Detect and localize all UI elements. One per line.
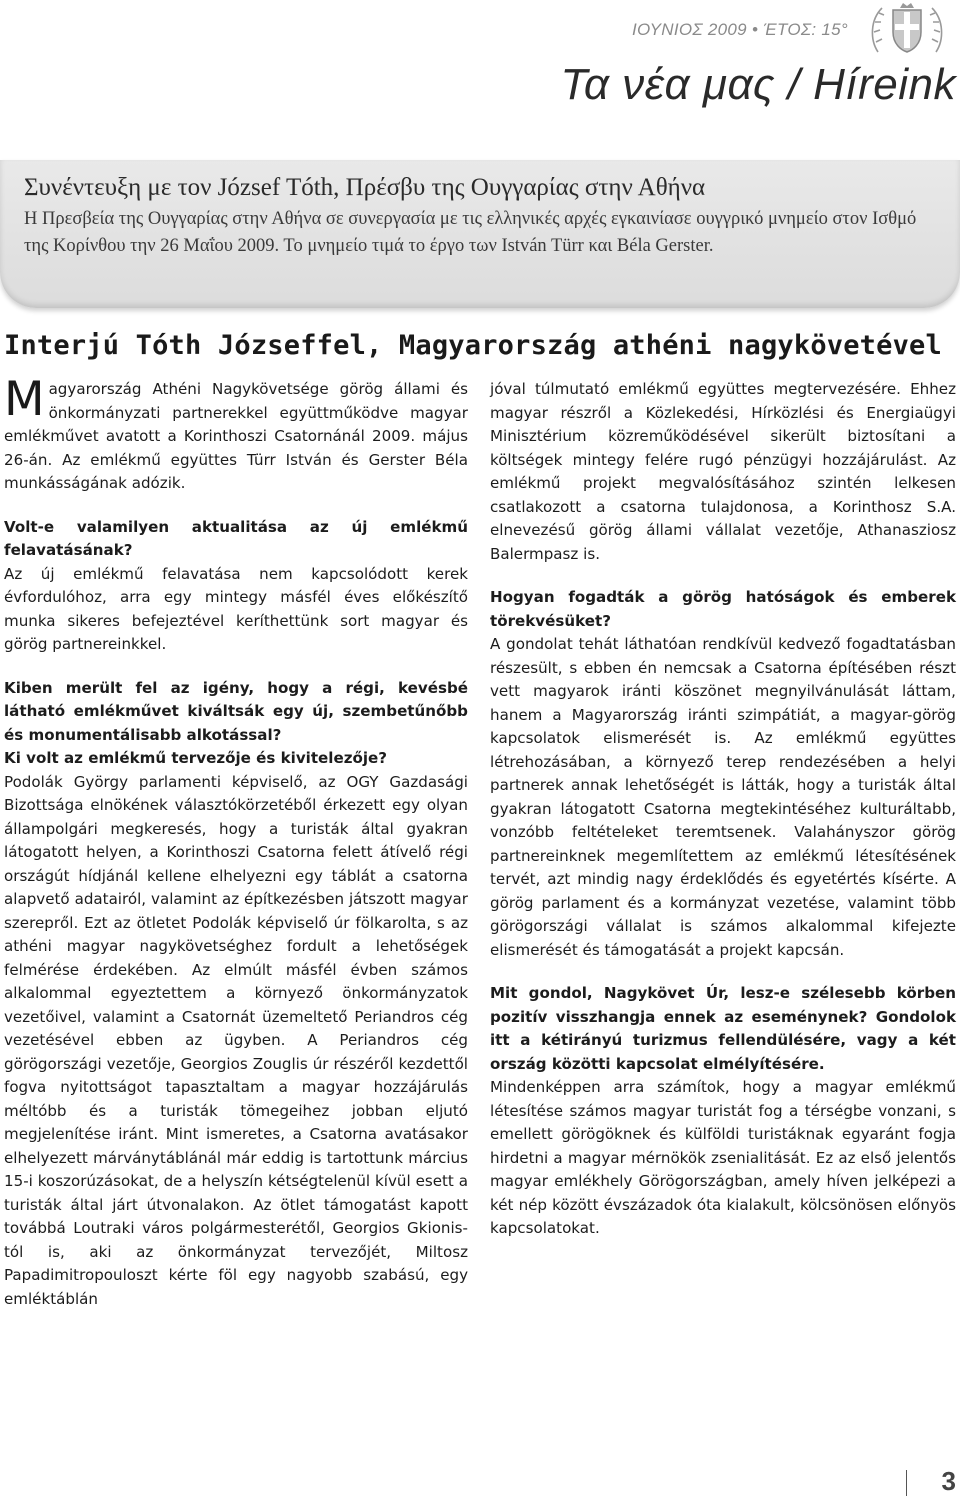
page-number: 3 (941, 1466, 956, 1496)
page-number-divider (906, 1470, 907, 1496)
question-2a: Kiben merült fel az igény, hogy a régi, kevésbé látható emlékművet kiváltsák egy új, szembetűnőbb és monumentálisabb alkotással? (4, 678, 468, 744)
greek-summary-title: Συνέντευξη με τον József Tóth, Πρέσβυ της Ουγγαρίας στην Αθήνα (24, 174, 706, 201)
article-title: Interjú Tóth Józseffel, Magyarország athéni nagykövetével (4, 330, 942, 361)
answer-3: A gondolat tehát láthatóan rendkívül kedvező fogadtatásban részesült, s ebben én nemcsak a Csatorna építésében részt vett magyarok iránti köszönet megnyilvánulását láttam, hanem a Magyarország iránti szimpátiát, a magyar-görög kapcsolatok elismerését is. Az emlékmű együttes létrehozásában, a környező terep rendezésében a helyi partnerek annak lehetőségét is látták, hogy a turisták által gyakran látogatott Csatorna megtekintéséhez kulturáltabb, vonzóbb feltételeket teremtsenek. Valahányszor görög partnereinknek megemlítettem az emlékmű létesítésének tervét, azt mindig nagy érdeklődés és egyetértés kísérte. A görög parlament és a kormányzat vezetése, valamint több görögországi vállalat is számos alkalommal kifejezte elismerését és támogatását a projekt kapcsán. (490, 635, 956, 959)
question-4: Mit gondol, Nagykövet Úr, lesz-e szélesebb körben pozitív visszhangja ennek az eseménynek? Gondolok itt a kétirányú turizmus fellendülésére, vagy a két ország közötti kapcsolat elmélyítésére. (490, 984, 956, 1073)
intro-text: agyarország Athéni Nagykövetsége görög állami és önkormányzati partnerekkel együttműködve magyar emlékművet avatott a Korinthoszi Csatornánál 2009. május 26-án. Az emlékmű együttes Türr István és Gerster Béla munkásságának adózik. (4, 380, 468, 492)
article-column-right (490, 378, 956, 1241)
answer-1: Az új emlékmű felavatása nem kapcsolódott kerek évfordulóhoz, arra egy mintegy másfél éves előkészítő munka sikeres befejeztével keríthettünk sort magyar és görög partnereinkkel. (4, 564, 468, 653)
answer-2-continued: jóval túlmutató emlékmű együttes megtervezésére. Ehhez magyar részről a Közlekedési, Hírközlési és Energiaügyi Minisztérium közreműködésével sikerült biztosítani a költségek mintegy felére rugó pénzügyi hozzájárulást. Az emlékmű projekt megvalósításához szintén lelkesen csatlakozott a csatorna tulajdonosa, a Korinthosz S.A. elnevezésű görög állami vállalat vezetője, Athanasziosz Balermpasz is. (490, 380, 956, 563)
answer-2: Podolák György parlamenti képviselő, az OGY Gazdasági Bizottsága elnökének választókörzetéből érkezett egy olyan állampolgári megkeresés, hogy a turisták által gyakran látogatott helyen, a Korinthoszi Csatorna felett átívelő régi országút hídjánál kellene elhelyezni egy táblát a csatorna alapvető adatairól, valamint az építkezésben játszott magyar szerepről. Ezt az ötletet Podolák képviselő úr fölkarolta, s az athéni magyar nagykövetséghez fordult a lehetőségek felmérése érdekében. Az elmúlt másfél évben számos alkalommal egyeztettem a környező önkormányzatok vezetőivel, valamint a Csatornát üzemeltető Periandros cég vezetésével ebben az ügyben. A Periandros cég görögországi vezetője, Georgios Zouglis úr részéről kezdettől fogva nyitottságot tapasztaltam a magyar hozzájárulás méltóbb és a turisták tömegeihez jobban eljutó megjelenítése iránt. Mint ismeretes, a Csatorna avatásakor elhelyezett márványtáblánál már eddig is tartottunk március 15-i koszorúzásokat, de a helyszín kétségtelenül kívül esett a turisták által járt útvonalakon. Az ötlet támogatást kapott továbbá Loutraki város polgármesterétől, Georgios Gkionis-tól is, aki az önkormányzat tervezőjét, Miltosz Papadimitropouloszt kérte föl egy nagyobb szabású, egy emléktáblán (4, 772, 468, 1308)
section-title: Τα νέα μας / Híreink (560, 60, 956, 109)
coat-of-arms-icon (868, 2, 946, 56)
question-2b: Ki volt az emlékmű tervezője és kivitelezője? (4, 749, 388, 767)
article-column-left (4, 372, 468, 1311)
question-1: Volt-e valamilyen aktualitása az új emlékmű felavatásának? (4, 517, 468, 559)
drop-cap: M (4, 372, 45, 427)
greek-summary-lead: Η Πρεσβεία της Ουγγαρίας στην Αθήνα σε συνεργασία με τις ελληνικές αρχές εγκαινίασε ουγγρικό μνημείο στον Ισθμό της Κορίνθου την 26 Μαΐου 2009. Το μνημείο τιμά το έργο των István Türr και Béla Gerster. (24, 209, 917, 256)
question-3: Hogyan fogadták a görög hatóságok és emberek törekvésüket? (490, 588, 956, 630)
answer-4: Mindenképpen arra számítok, hogy a magyar emlékmű létesítése számos magyar turistát fog a térségbe vonzani, s emellett görögöknek és külföldi turistáknak egyaránt fogja hirdetni a magyar mérnökök zsenialitását. Ez az első jelentős magyar emlékhely Görögországban, amely híven jelképezi a két nép között évszázadok óta kialakult, kölcsönösen előnyös kapcsolatokat. (490, 1078, 956, 1237)
issue-dateline: ΙΟΥΝΙΟΣ 2009 • ΈΤΟΣ: 15° (632, 20, 848, 39)
article-intro (4, 372, 468, 496)
